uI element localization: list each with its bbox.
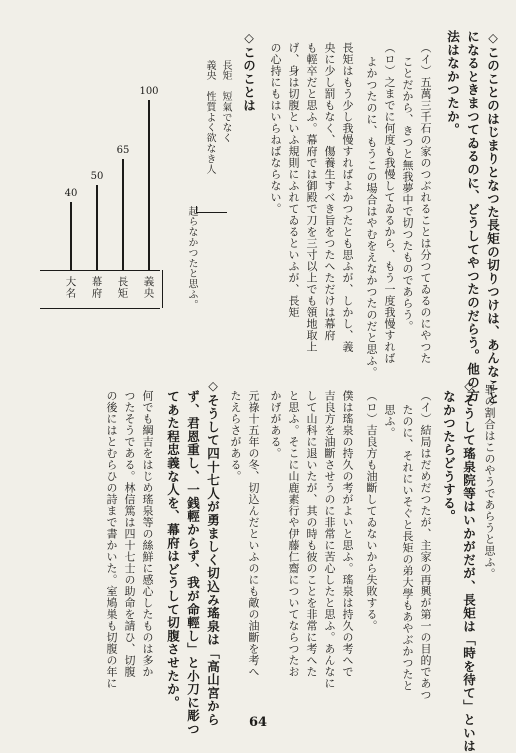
top-opinion-line-4: げ、身は切腹といふ規則にふれてゐるといふが、長矩 — [287, 42, 300, 318]
chart-bar-3 — [96, 185, 98, 270]
bottom-answer-ro-line-1: （ロ）吉良方も油斷してゐないから失敗する。 — [365, 390, 378, 632]
chart-bar-1 — [148, 100, 150, 270]
chart-category-label-4: 大名 — [64, 276, 77, 299]
top-answer-ro-line-1: （ロ）之までに何度も我慢してゐるから、もう一度我慢すれば — [383, 42, 396, 364]
chart-value-label-3: 50 — [90, 171, 104, 182]
top-opinion-line-5: の心持にもはいらねばならない。 — [269, 42, 282, 215]
responsibility-bar-chart — [36, 80, 166, 320]
section-divider — [20, 362, 500, 363]
condition-bracket — [196, 206, 227, 213]
bottom-answer-i-line-2: たのに、それにいそぐと長矩の弟大學もあやぶかつたと — [401, 404, 414, 692]
top-heading-line-2: になるときまつてゐるのに、どうしてやつたのだらう。他の方 — [465, 30, 481, 403]
chart-category-label-3: 幕府 — [90, 276, 103, 299]
bottom-genroku-line-1: 元祿十五年の冬、切込んだといふのにも敵の油斷を考へ — [247, 390, 260, 678]
kotowaza-heading: ◇このことは — [241, 30, 257, 113]
top-answer-ro-line-2: よかつたのに、もうこの場合はやむをえなかつたのだと思ふ。 — [365, 56, 378, 378]
top-answer-i-line-1: （イ）五萬三千石の家のつぶれることは分つてゐるのにやつた — [419, 42, 432, 364]
top-answer-i-line-2: ことだから、きつと無我夢中で切つたものであらう。 — [401, 56, 414, 332]
condition-conclusion: 起らなかつたと思ふ。 — [186, 206, 197, 310]
bottom-heading-1-line-2: なかつたらどうする。 — [441, 390, 457, 523]
bottom-heading-2-line-2: ず、君恩重し、一銭輕からず、我が命輕し」と小刀に彫つ — [185, 390, 201, 736]
chart-label-frame — [162, 270, 163, 308]
chart-category-label-2: 長矩 — [116, 276, 129, 299]
bottom-closing-line-2: つたそうである。林信篤は四十七士の助命を請ひ、切腹 — [123, 390, 136, 678]
chart-label-underline — [40, 308, 160, 309]
condition-nagamori: 長矩 短氣でなく — [220, 60, 231, 144]
chart-bar-4 — [70, 202, 72, 270]
top-opinion-line-3: も輕卒だと思ふ。幕府では御殿で刀を三寸以上でも領地取上 — [305, 42, 318, 353]
bottom-genroku-line-2: たえらさがある。 — [229, 390, 242, 482]
chart-value-label-1: 100 — [139, 86, 159, 97]
top-heading-line-3: 法はなかつたか。 — [445, 30, 461, 137]
bottom-answer-i-line-3: 思ふ。 — [383, 404, 396, 439]
bottom-opinion-line-2: 吉良方を油斷させうのに非常に苦心したと思ふ。あんなに — [323, 390, 336, 689]
chart-value-label-2: 65 — [116, 145, 130, 156]
chart-value-label-4: 40 — [64, 188, 78, 199]
bottom-opinion-line-4: と思ふ。そこに山鹿素行や伊藤仁齋についてならつたお — [287, 390, 300, 678]
chart-bar-2 — [122, 159, 124, 270]
bottom-heading-2-line-3: てあた程忠義な人を、幕府はどうして切腹させたか。 — [165, 390, 181, 710]
bottom-closing-line-1: 何でも綱吉をはじめ瑤泉等の絲鮮に感心したものは多か — [141, 390, 154, 678]
bottom-opinion-line-5: かげがある。 — [269, 390, 282, 459]
top-opinion-line-2: 央に少し罰もなく、傷養生すべき旨をつたへただけは幕府 — [323, 42, 336, 341]
bottom-answer-i-line-1: （イ）結局はだめだつたが、主家の再興が第一の目的であつ — [419, 390, 432, 701]
top-heading-line-1: ◇このことのはじまりとなつた長矩の切りつけは、あんなこと — [485, 30, 501, 405]
bottom-carryover-line: 罪の割合はこのやうであらうと思ふ。 — [483, 384, 496, 580]
chart-baseline — [40, 270, 160, 271]
bottom-heading-2-line-1: ◇そうして四十七人が勇ましく切込み瑤泉は「高山宮から — [205, 378, 221, 727]
top-opinion-line-1: 長矩はもう少し我慢すればよかつたとも思ふが、しかし、義 — [341, 42, 354, 353]
bottom-closing-line-3: の後にはとむらひの詩まで書かいた。室鳩巣も切腹の年に — [105, 390, 118, 689]
bottom-opinion-line-3: して山科に退いたが、其の時も彼のことを非常に考へた — [305, 390, 318, 678]
page-number: 64 — [248, 715, 268, 730]
condition-yoshihisa: 義央 性質よく欲なき人 — [204, 60, 215, 175]
bottom-heading-1-line-1: ◇そうして瑤泉院等はいかがだが、長矩は「時を待て」といは — [461, 378, 477, 753]
chart-category-label-1: 義央 — [142, 276, 155, 299]
bottom-opinion-line-1: 僕は瑤泉の持久の考がよいと思ふ。瑤泉は持久の考へで — [341, 390, 354, 678]
